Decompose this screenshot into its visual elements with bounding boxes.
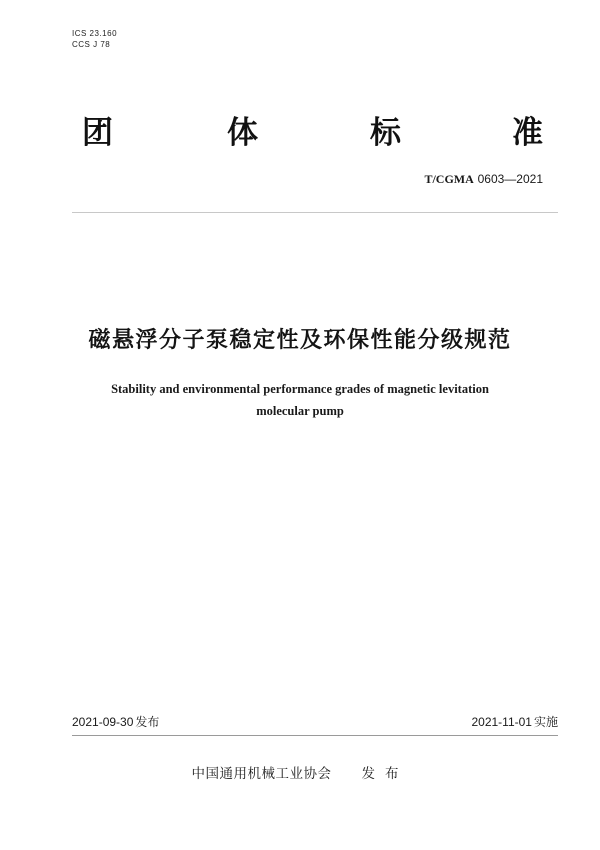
standard-type-char: 团: [82, 115, 113, 151]
ics-code: ICS 23.160: [72, 29, 118, 38]
standard-number: [424, 171, 543, 187]
chinese-title: 磁悬浮分子泵稳定性及环保性能分级规范: [88, 328, 512, 353]
classification-codes: [72, 28, 117, 50]
standard-type-char: 准: [512, 115, 543, 151]
implement-date: 2021-11-01: [471, 715, 532, 729]
standard-number-prefix: T/CGMA: [424, 172, 474, 186]
english-title-line: molecular pump: [256, 404, 344, 418]
footer-divider: [72, 735, 558, 736]
implement-label: 实施: [533, 715, 558, 729]
header-divider: [72, 212, 558, 213]
implement-date-block: [471, 714, 558, 730]
issue-label: 发布: [135, 715, 160, 729]
publisher-organization: 中国通用机械工业协会: [191, 766, 332, 782]
standard-type-char: 体: [227, 115, 258, 151]
issue-date: 2021-09-30: [72, 715, 134, 729]
ccs-code: CCS J 78: [72, 40, 111, 49]
publisher-line: [0, 765, 600, 783]
english-title-line: Stability and environmental performance grades of magnetic levitation: [111, 382, 489, 396]
english-title: [60, 378, 540, 422]
standard-number-code: 0603—2021: [477, 172, 543, 186]
publisher-action: 发布: [361, 766, 409, 782]
standard-type-heading: [72, 114, 558, 154]
issue-date-block: [72, 714, 159, 730]
standard-type-char: 标: [370, 115, 401, 151]
